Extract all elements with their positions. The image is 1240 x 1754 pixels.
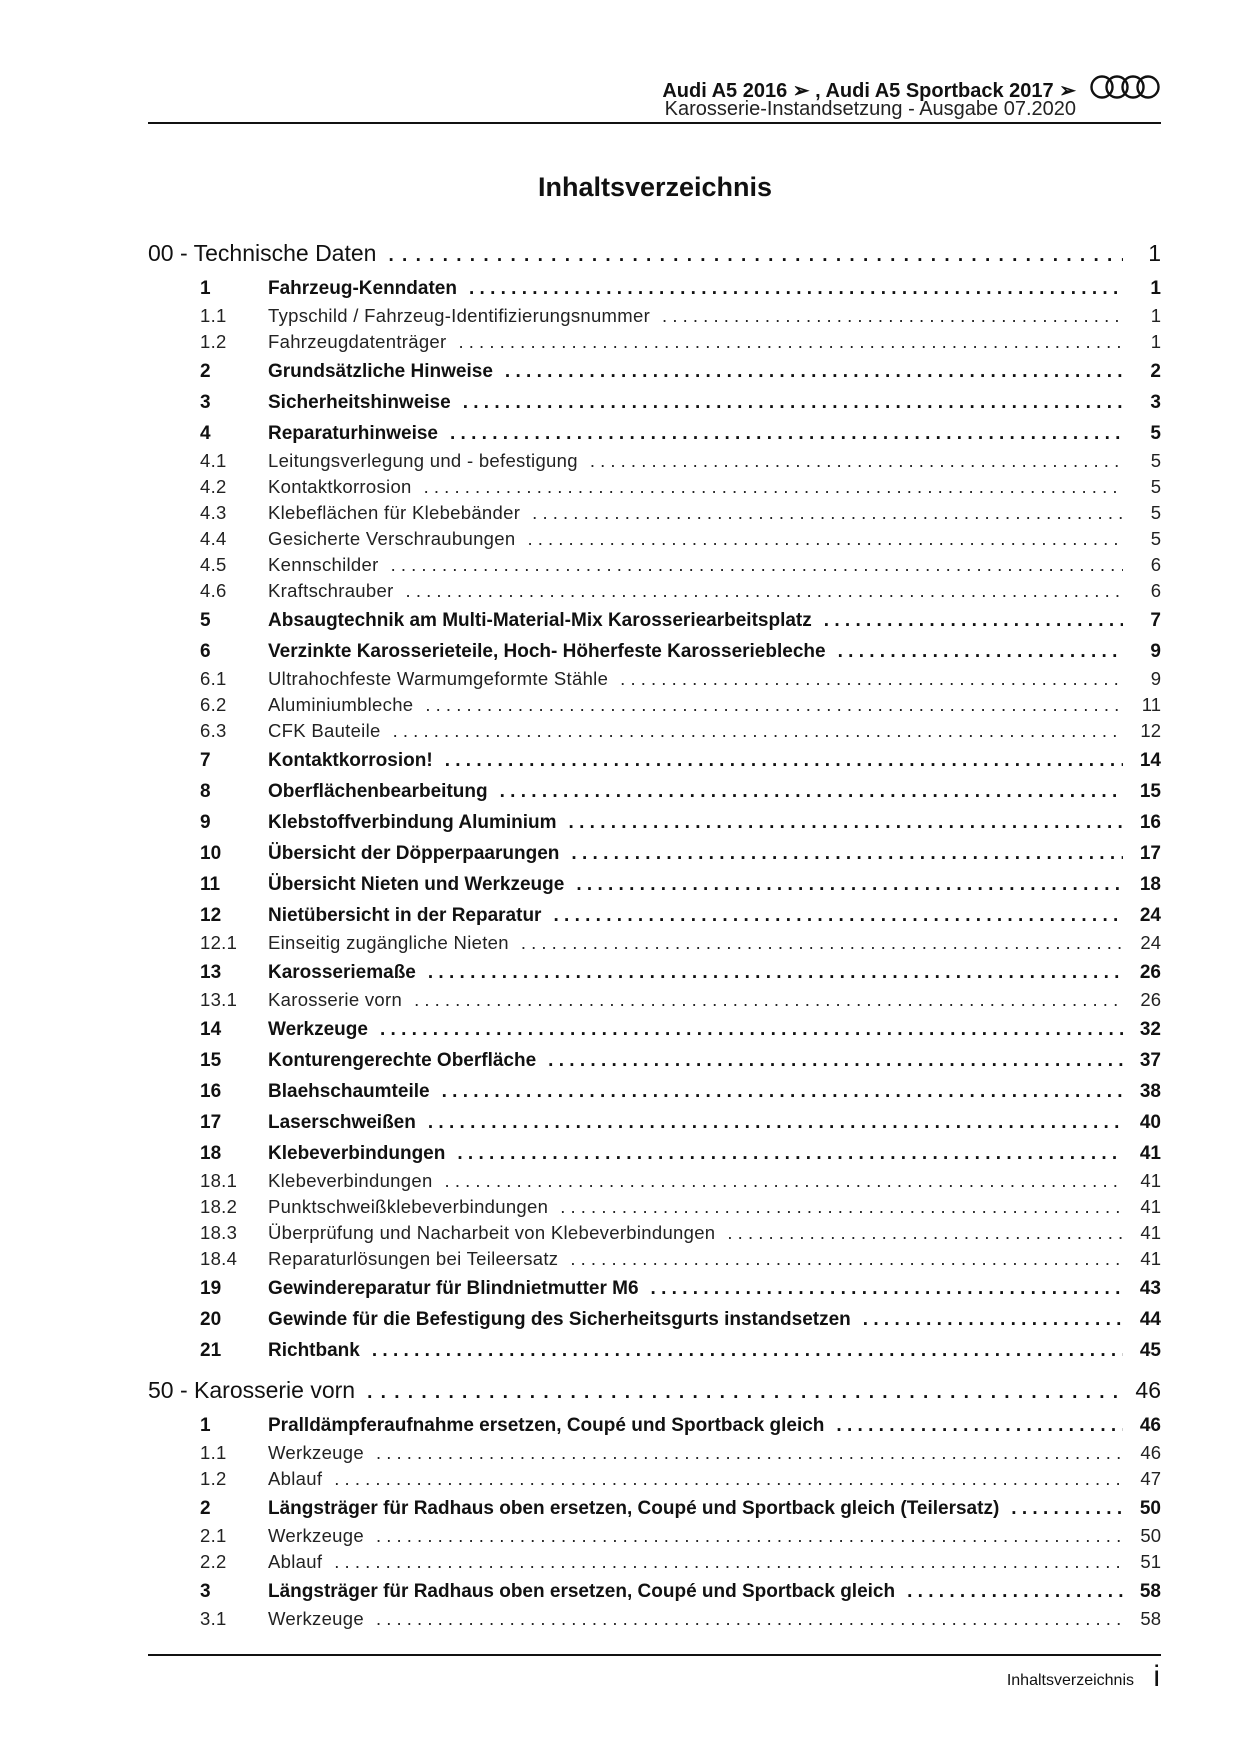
- toc-entry-title: Kennschilder: [268, 554, 379, 575]
- toc-entry[interactable]: [148, 305, 1161, 331]
- toc-entry[interactable]: [148, 720, 1161, 746]
- toc-entry[interactable]: [148, 1494, 1161, 1525]
- toc-entry-title: 50 - Karosserie vorn: [148, 1377, 356, 1403]
- toc-entry-number: 3: [200, 392, 211, 413]
- toc-entry-title: Überprüfung und Nacharbeit von Klebeverbindungen: [268, 1222, 716, 1243]
- toc-chapter[interactable]: [148, 240, 1161, 274]
- toc-entry-number: 10: [200, 843, 222, 864]
- toc-entry[interactable]: [148, 331, 1161, 357]
- toc-entry-title: Typschild / Fahrzeug-Identifizierungsnummer: [268, 305, 651, 326]
- dot-leader: [450, 423, 1123, 445]
- toc-entry-title: 00 - Technische Daten: [148, 240, 377, 266]
- toc-entry-page: 6: [1150, 580, 1161, 601]
- toc-entry[interactable]: [148, 388, 1161, 419]
- toc-entry-number: 3: [200, 1581, 211, 1602]
- toc-entry-page: 50: [1140, 1525, 1161, 1546]
- toc-entry-page: 26: [1140, 989, 1161, 1010]
- dot-leader: [521, 932, 1123, 954]
- toc-entry-number: 1.2: [200, 1468, 227, 1489]
- dot-leader: [334, 1551, 1123, 1573]
- toc-entry-number: 1: [200, 278, 211, 299]
- toc-entry-number: 11: [200, 874, 221, 895]
- toc-entry[interactable]: [148, 357, 1161, 388]
- toc-entry-number: 7: [200, 750, 211, 771]
- dot-leader: [393, 720, 1123, 742]
- toc-entry-title: Klebeflächen für Klebebänder: [268, 502, 521, 523]
- toc-entry-page: 6: [1150, 554, 1161, 575]
- toc-entry-number: 1.1: [200, 1442, 227, 1463]
- toc-entry-page: 51: [1140, 1551, 1161, 1572]
- toc-entry-title: Gewinde für die Befestigung des Sicherheitsgurts instandsetzen: [268, 1309, 851, 1330]
- toc-entry-title: Pralldämpferaufnahme ersetzen, Coupé und Sportback gleich: [268, 1415, 825, 1436]
- toc-entry-title: Sicherheitshinweise: [268, 392, 451, 413]
- toc-entry-number: 18.2: [200, 1196, 238, 1217]
- toc-entry[interactable]: [148, 1046, 1161, 1077]
- toc-entry-title: Einseitig zugängliche Nieten: [268, 932, 509, 953]
- toc-entry[interactable]: [148, 1196, 1161, 1222]
- toc-entry[interactable]: [148, 274, 1161, 305]
- toc-entry[interactable]: [148, 989, 1161, 1015]
- dot-leader: [662, 305, 1123, 327]
- toc-entry-title: Aluminiumbleche: [268, 694, 414, 715]
- toc-entry-number: 18.4: [200, 1248, 238, 1269]
- toc-entry-page: 5: [1150, 502, 1161, 523]
- dot-leader: [505, 361, 1123, 383]
- dot-leader: [425, 694, 1123, 716]
- toc-entry-title: Gesicherte Verschraubungen: [268, 528, 516, 549]
- dot-leader: [590, 450, 1123, 472]
- toc-entry[interactable]: [148, 901, 1161, 932]
- toc-entry-number: 12.1: [200, 932, 238, 953]
- toc-entry[interactable]: [148, 1468, 1161, 1494]
- dot-leader: [824, 610, 1123, 632]
- toc-entry[interactable]: [148, 746, 1161, 777]
- dot-leader: [372, 1340, 1123, 1362]
- toc-entry-title: Karosseriemaße: [268, 962, 416, 983]
- toc-chapter[interactable]: [148, 1377, 1161, 1411]
- toc-entry-title: Oberflächenbearbeitung: [268, 781, 488, 802]
- dot-leader: [1011, 1498, 1123, 1520]
- toc-entry[interactable]: [148, 870, 1161, 901]
- toc-entry-title: Werkzeuge: [268, 1525, 364, 1546]
- toc-entry-number: 18.3: [200, 1222, 238, 1243]
- toc-entry-number: 13: [200, 962, 222, 983]
- toc-entry-page: 47: [1140, 1468, 1161, 1489]
- toc-entry-title: Fahrzeug-Kenndaten: [268, 278, 457, 299]
- toc-entry[interactable]: [148, 476, 1161, 502]
- toc-entry-page: 2: [1150, 361, 1161, 382]
- toc-entry-page: 32: [1139, 1019, 1161, 1040]
- toc-entry-page: 5: [1150, 423, 1161, 444]
- toc-entry-page: 17: [1139, 843, 1161, 864]
- toc-entry-page: 26: [1139, 962, 1161, 983]
- toc-entry-page: 37: [1139, 1050, 1161, 1071]
- toc-entry-title: Längsträger für Radhaus oben ersetzen, Coupé und Sportback gleich: [268, 1581, 896, 1602]
- toc-entry-title: Blaehschaumteile: [268, 1081, 430, 1102]
- toc-entry-page: 1: [1148, 240, 1161, 266]
- toc-entry-number: 14: [200, 1019, 222, 1040]
- toc-entry[interactable]: [148, 777, 1161, 808]
- dot-leader: [458, 331, 1123, 353]
- dot-leader: [469, 278, 1123, 300]
- toc-entry-title: Werkzeuge: [268, 1608, 364, 1629]
- dot-leader: [445, 1170, 1123, 1192]
- dot-leader: [334, 1468, 1123, 1490]
- toc-entry-number: 4.2: [200, 476, 227, 497]
- toc-entry-number: 2.1: [200, 1525, 227, 1546]
- footer-page-number: i: [1153, 1660, 1160, 1693]
- toc-entry-number: 15: [200, 1050, 222, 1071]
- dot-leader: [376, 1442, 1123, 1464]
- dot-leader: [560, 1196, 1123, 1218]
- dot-leader: [576, 874, 1123, 896]
- toc-entry[interactable]: [148, 502, 1161, 528]
- toc-entry-title: CFK Bauteile: [268, 720, 381, 741]
- dot-leader: [424, 476, 1123, 498]
- toc-entry-page: 58: [1139, 1581, 1161, 1602]
- dot-leader: [457, 1143, 1123, 1165]
- toc-entry-title: Richtbank: [268, 1340, 360, 1361]
- toc-entry-page: 46: [1135, 1377, 1161, 1403]
- toc-entry-title: Werkzeuge: [268, 1442, 364, 1463]
- toc-entry-page: 41: [1140, 1222, 1161, 1243]
- dot-leader: [376, 1525, 1123, 1547]
- toc-entry-title: Werkzeuge: [268, 1019, 368, 1040]
- toc-entry[interactable]: [148, 1411, 1161, 1442]
- dot-leader: [428, 962, 1123, 984]
- toc-entry-number: 21: [200, 1340, 222, 1361]
- toc-entry-number: 6.1: [200, 668, 227, 689]
- toc-entry-title: Klebeverbindungen: [268, 1170, 433, 1191]
- toc-entry[interactable]: [148, 958, 1161, 989]
- dot-leader: [376, 1608, 1123, 1630]
- toc-entry-number: 3.1: [200, 1608, 227, 1629]
- toc-entry-page: 14: [1139, 750, 1161, 771]
- footer-section: Inhaltsverzeichnis: [1006, 1672, 1134, 1689]
- dot-leader: [391, 554, 1123, 576]
- toc-entry[interactable]: [148, 1305, 1161, 1336]
- toc-entry-page: 24: [1139, 905, 1161, 926]
- toc-entry[interactable]: [148, 554, 1161, 580]
- dot-leader: [527, 528, 1123, 550]
- toc-entry-page: 45: [1139, 1340, 1161, 1361]
- dot-leader: [907, 1581, 1123, 1603]
- toc-entry[interactable]: [148, 1336, 1161, 1367]
- toc-entry-page: 46: [1139, 1415, 1161, 1436]
- dot-leader: [553, 905, 1123, 927]
- toc-entry-page: 5: [1150, 476, 1161, 497]
- toc-entry-number: 6.3: [200, 720, 227, 741]
- dot-leader: [569, 812, 1123, 834]
- dot-leader: [727, 1222, 1123, 1244]
- toc-entry-page: 7: [1150, 610, 1161, 631]
- toc-entry-number: 4.6: [200, 580, 227, 601]
- toc-entry-number: 6.2: [200, 694, 227, 715]
- toc-entry[interactable]: [148, 1525, 1161, 1551]
- toc-entry-page: 44: [1139, 1309, 1161, 1330]
- toc-entry[interactable]: [148, 1139, 1161, 1170]
- toc-entry-number: 13.1: [200, 989, 238, 1010]
- toc-entry-page: 11: [1141, 694, 1161, 715]
- toc-entry[interactable]: [148, 606, 1161, 637]
- toc-entry-title: Reparaturhinweise: [268, 423, 438, 444]
- toc-entry[interactable]: [148, 1170, 1161, 1196]
- toc-entry-title: Nietübersicht in der Reparatur: [268, 905, 542, 926]
- toc-entry-page: 16: [1139, 812, 1161, 833]
- toc-entry-page: 18: [1139, 874, 1161, 895]
- toc-entry-number: 19: [200, 1278, 222, 1299]
- toc-entry-number: 4: [200, 423, 211, 444]
- toc-entry[interactable]: [148, 1248, 1161, 1274]
- toc-entry-page: 43: [1139, 1278, 1161, 1299]
- dot-leader: [388, 245, 1123, 267]
- toc-entry-number: 1.2: [200, 331, 227, 352]
- toc-entry[interactable]: [148, 1274, 1161, 1305]
- toc-entry-number: 12: [200, 905, 222, 926]
- page-header: [148, 70, 1161, 124]
- toc-entry-number: 6: [200, 641, 211, 662]
- dot-leader: [651, 1278, 1123, 1300]
- toc-entry[interactable]: [148, 1015, 1161, 1046]
- toc-entry[interactable]: [148, 1077, 1161, 1108]
- toc-entry[interactable]: [148, 419, 1161, 450]
- toc-entry-title: Fahrzeugdatenträger: [268, 331, 447, 352]
- toc-entry-page: 40: [1139, 1112, 1161, 1133]
- toc-entry[interactable]: [148, 694, 1161, 720]
- toc-entry-page: 41: [1140, 1196, 1161, 1217]
- toc-entry-title: Laserschweißen: [268, 1112, 416, 1133]
- toc-entry-number: 17: [200, 1112, 222, 1133]
- toc-entry-page: 38: [1139, 1081, 1161, 1102]
- toc-entry-number: 2: [200, 361, 211, 382]
- toc-entry-number: 4.1: [200, 450, 227, 471]
- toc-entry-page: 9: [1150, 641, 1161, 662]
- toc-entry-page: 5: [1150, 450, 1161, 471]
- toc-entry-title: Ablauf: [268, 1468, 323, 1489]
- dot-leader: [548, 1050, 1123, 1072]
- dot-leader: [445, 750, 1123, 772]
- toc-entry-title: Absaugtechnik am Multi-Material-Mix Karosseriearbeitsplatz: [268, 610, 812, 631]
- toc-entry-title: Kontaktkorrosion: [268, 476, 412, 497]
- toc-entry-title: Klebstoffverbindung Aluminium: [268, 812, 557, 833]
- toc-entry-number: 5: [200, 610, 211, 631]
- toc-entry[interactable]: [148, 1442, 1161, 1468]
- dot-leader: [863, 1309, 1123, 1331]
- toc-entry[interactable]: [148, 808, 1161, 839]
- toc-entry-number: 2: [200, 1498, 211, 1519]
- dot-leader: [838, 641, 1123, 663]
- toc-entry-title: Längsträger für Radhaus oben ersetzen, Coupé und Sportback gleich (Teilersatz): [268, 1498, 1000, 1519]
- dot-leader: [532, 502, 1123, 524]
- toc-entry[interactable]: [148, 1608, 1161, 1634]
- toc-entry-title: Ablauf: [268, 1551, 323, 1572]
- toc-entry[interactable]: [148, 1108, 1161, 1139]
- header-model-line: Audi A5 2016 ➢ , Audi A5 Sportback 2017 ➢: [662, 80, 1076, 102]
- toc-entry-title: Kraftschrauber: [268, 580, 394, 601]
- toc-entry-title: Übersicht Nieten und Werkzeuge: [268, 874, 565, 895]
- toc-entry[interactable]: [148, 528, 1161, 554]
- toc-entry-page: 3: [1150, 392, 1161, 413]
- toc-entry-page: 46: [1140, 1442, 1161, 1463]
- toc-entry-number: 16: [200, 1081, 222, 1102]
- toc-entry-number: 1: [200, 1415, 211, 1436]
- toc-entry[interactable]: [148, 668, 1161, 694]
- toc-entry-page: 41: [1140, 1170, 1161, 1191]
- toc-entry[interactable]: [148, 450, 1161, 476]
- toc-entry-number: 2.2: [200, 1551, 227, 1572]
- toc-entry-number: 4.4: [200, 528, 227, 549]
- footer-rule: [148, 1654, 1161, 1656]
- audi-rings-logo-icon: [1089, 74, 1161, 100]
- toc-entry-number: 8: [200, 781, 211, 802]
- toc-entry-page: 41: [1140, 1248, 1161, 1269]
- toc-entry-title: Gewindereparatur für Blindnietmutter M6: [268, 1278, 639, 1299]
- dot-leader: [570, 1248, 1123, 1270]
- dot-leader: [367, 1382, 1123, 1404]
- table-of-contents: [148, 240, 1161, 1634]
- dot-leader: [500, 781, 1123, 803]
- toc-entry[interactable]: [148, 637, 1161, 668]
- toc-entry-page: 1: [1150, 331, 1161, 352]
- toc-entry-title: Ultrahochfeste Warmumgeformte Stähle: [268, 668, 609, 689]
- toc-entry-page: 41: [1139, 1143, 1161, 1164]
- toc-entry-page: 58: [1140, 1608, 1161, 1629]
- dot-leader: [463, 392, 1123, 414]
- toc-entry-title: Grundsätzliche Hinweise: [268, 361, 493, 382]
- page-title: Inhaltsverzeichnis: [537, 172, 773, 202]
- dot-leader: [380, 1019, 1123, 1041]
- dot-leader: [428, 1112, 1123, 1134]
- header-edition-line: Karosserie-Instandsetzung - Ausgabe 07.2020: [664, 98, 1076, 120]
- dot-leader: [620, 668, 1123, 690]
- toc-entry-title: Übersicht der Döpperpaarungen: [268, 843, 560, 864]
- toc-entry-page: 9: [1150, 668, 1161, 689]
- toc-entry-page: 1: [1150, 278, 1161, 299]
- toc-entry[interactable]: [148, 1551, 1161, 1577]
- toc-entry-title: Verzinkte Karosserieteile, Hoch- Höherfeste Karosseriebleche: [268, 641, 826, 662]
- toc-entry-number: 20: [200, 1309, 222, 1330]
- toc-entry[interactable]: [148, 1577, 1161, 1608]
- toc-entry-page: 50: [1139, 1498, 1161, 1519]
- toc-entry-title: Karosserie vorn: [268, 989, 403, 1010]
- toc-entry-title: Kontaktkorrosion!: [268, 750, 433, 771]
- toc-entry-page: 12: [1140, 720, 1161, 741]
- toc-entry-number: 1.1: [200, 305, 227, 326]
- toc-entry[interactable]: [148, 932, 1161, 958]
- toc-entry-page: 24: [1140, 932, 1161, 953]
- toc-entry[interactable]: [148, 839, 1161, 870]
- toc-entry-title: Punktschweißklebeverbindungen: [268, 1196, 549, 1217]
- toc-entry-title: Leitungsverlegung und - befestigung: [268, 450, 578, 471]
- toc-entry-number: 18: [200, 1143, 222, 1164]
- toc-entry[interactable]: [148, 580, 1161, 606]
- toc-entry-number: 18.1: [200, 1170, 238, 1191]
- toc-entry-number: 4.3: [200, 502, 227, 523]
- toc-entry-title: Reparaturlösungen bei Teileersatz: [268, 1248, 559, 1269]
- dot-leader: [442, 1081, 1123, 1103]
- toc-entry-page: 1: [1150, 305, 1161, 326]
- dot-leader: [571, 843, 1123, 865]
- toc-entry-number: 4.5: [200, 554, 227, 575]
- dot-leader: [836, 1415, 1123, 1437]
- toc-entry-page: 15: [1139, 781, 1161, 802]
- toc-entry-number: 9: [200, 812, 211, 833]
- toc-entry-page: 5: [1150, 528, 1161, 549]
- toc-entry-title: Konturengerechte Oberfläche: [268, 1050, 537, 1071]
- dot-leader: [406, 580, 1123, 602]
- dot-leader: [414, 989, 1123, 1011]
- toc-entry[interactable]: [148, 1222, 1161, 1248]
- toc-entry-title: Klebeverbindungen: [268, 1143, 446, 1164]
